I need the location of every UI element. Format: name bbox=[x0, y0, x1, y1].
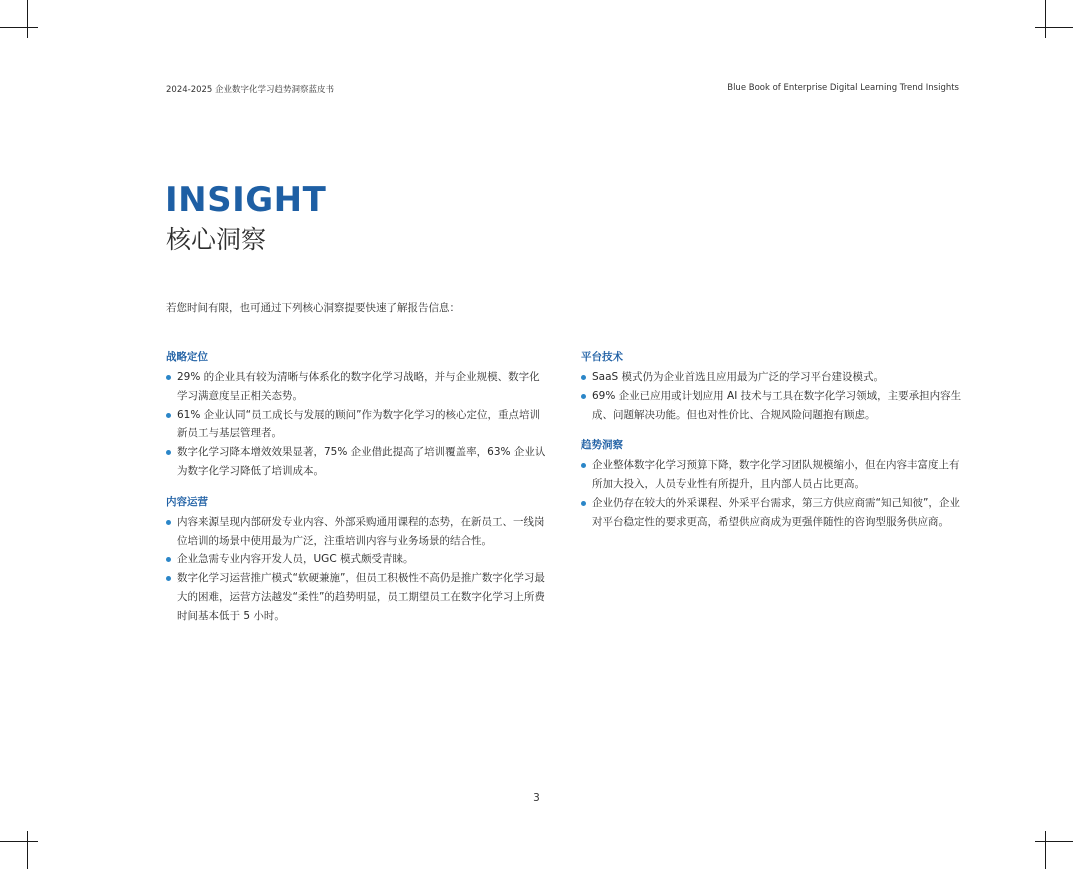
list-item bbox=[166, 513, 546, 551]
bullet-list bbox=[166, 368, 546, 481]
crop-mark bbox=[1045, 831, 1046, 869]
running-header-en: Blue Book of Enterprise Digital Learning Trend Insights bbox=[727, 83, 959, 93]
bullet-list bbox=[581, 456, 965, 531]
bullet-icon bbox=[166, 413, 171, 418]
bullet-icon bbox=[166, 520, 171, 525]
list-item bbox=[166, 550, 546, 569]
section-strategy bbox=[166, 348, 546, 481]
crop-mark bbox=[27, 0, 28, 38]
bullet-icon bbox=[581, 394, 586, 399]
bullet-icon bbox=[166, 450, 171, 455]
list-item-text: 内容来源呈现内部研发专业内容、外部采购通用课程的态势，在新员工、一线岗位培训的场景中使用最为广泛，注重培训内容与业务场景的结合性。 bbox=[177, 515, 545, 547]
list-item bbox=[166, 406, 546, 444]
list-item-text: 29% 的企业具有较为清晰与体系化的数字化学习战略，并与企业规模、数字化学习满意度呈正相关态势。 bbox=[177, 371, 540, 402]
section-content bbox=[166, 493, 546, 626]
page-number: 3 bbox=[533, 792, 540, 804]
list-item bbox=[581, 494, 965, 532]
bullet-icon bbox=[581, 375, 586, 380]
list-item-text: 数字化学习降本增效效果显著，75% 企业借此提高了培训覆盖率，63% 企业认为数字化学习降低了培训成本。 bbox=[177, 446, 546, 477]
page-title-en: INSIGHT bbox=[165, 180, 327, 220]
running-header-cn: 2024-2025 企业数字化学习趋势洞察蓝皮书 bbox=[166, 85, 335, 95]
list-item-text: SaaS 模式仍为企业首选且应用最为广泛的学习平台建设模式。 bbox=[592, 371, 885, 383]
list-item bbox=[166, 443, 546, 481]
section-title: 内容运营 bbox=[166, 495, 208, 508]
list-item bbox=[166, 368, 546, 406]
list-item-text: 企业整体数字化学习预算下降，数字化学习团队规模缩小，但在内容丰富度上有所加大投入，人员专业性有所提升，且内部人员占比更高。 bbox=[592, 459, 960, 491]
section-title: 趋势洞察 bbox=[581, 439, 623, 452]
list-item-text: 61% 企业认同“员工成长与发展的顾问”作为数字化学习的核心定位，重点培训新员工与基层管理者。 bbox=[177, 408, 541, 440]
list-item-text: 企业急需专业内容开发人员，UGC 模式颇受青睐。 bbox=[177, 553, 414, 566]
bullet-list bbox=[581, 368, 965, 424]
crop-mark bbox=[1035, 841, 1073, 842]
list-item bbox=[166, 569, 546, 625]
page-title-cn: 核心洞察 bbox=[166, 225, 267, 254]
section-platform bbox=[581, 348, 965, 424]
crop-mark bbox=[0, 27, 38, 28]
crop-mark bbox=[0, 841, 38, 842]
crop-mark bbox=[27, 831, 28, 869]
list-item bbox=[581, 387, 965, 425]
right-column bbox=[581, 348, 965, 544]
section-trends bbox=[581, 436, 965, 531]
section-title: 战略定位 bbox=[166, 351, 208, 363]
bullet-icon bbox=[166, 557, 171, 562]
list-item-text: 企业仍存在较大的外采课程、外采平台需求，第三方供应商需“知己知彼”，企业对平台稳定性的要求更高，希望供应商成为更强伴随性的咨询型服务供应商。 bbox=[592, 496, 960, 528]
list-item bbox=[581, 456, 965, 494]
bullet-icon bbox=[166, 576, 171, 581]
bullet-icon bbox=[166, 375, 171, 380]
crop-mark bbox=[1045, 0, 1046, 38]
list-item bbox=[581, 368, 965, 387]
list-item-text: 数字化学习运营推广模式“软硬兼施”，但员工积极性不高仍是推广数字化学习最大的困难，运营方法越发“柔性”的趋势明显，员工期望员工在数字化学习上所费时间基本低于 5 小时。 bbox=[177, 572, 545, 622]
intro-text: 若您时间有限，也可通过下列核心洞察提要快速了解报告信息： bbox=[166, 302, 460, 314]
section-title: 平台技术 bbox=[581, 351, 623, 363]
bullet-list bbox=[166, 513, 546, 626]
crop-mark bbox=[1035, 27, 1073, 28]
left-column bbox=[166, 348, 546, 638]
bullet-icon bbox=[581, 501, 586, 506]
list-item-text: 69% 企业已应用或计划应用 AI 技术与工具在数字化学习领域，主要承担内容生成、问题解决功能。但也对性价比、合规风险问题抱有顾虑。 bbox=[592, 389, 962, 421]
bullet-icon bbox=[581, 463, 586, 468]
